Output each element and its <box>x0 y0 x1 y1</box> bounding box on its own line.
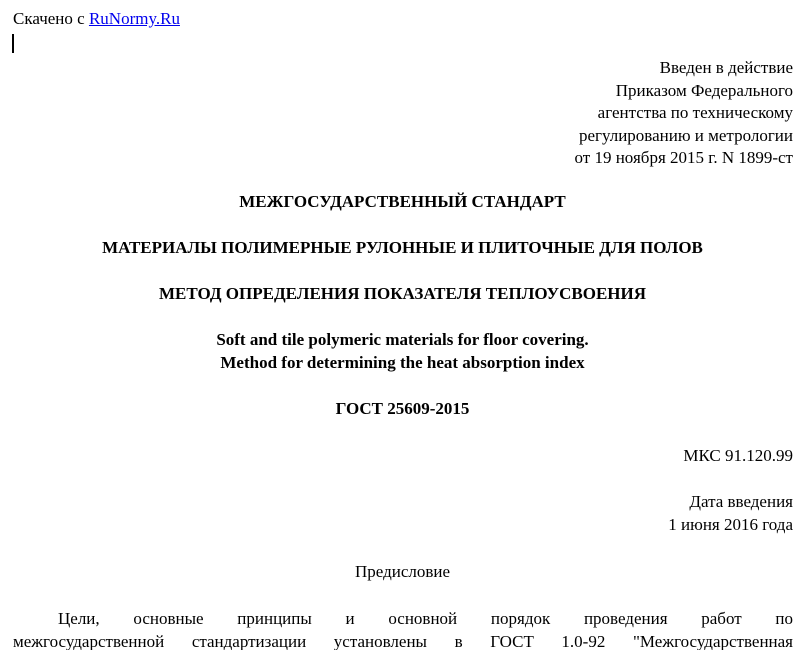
enactment-line: агентства по техническому <box>597 103 793 122</box>
mks-code: МКС 91.120.99 <box>683 446 793 465</box>
source-link[interactable]: RuNormy.Ru <box>88 9 180 28</box>
text-cursor <box>12 34 14 53</box>
paragraph-line: межгосударственной стандартизации установлены в ГОСТ 1.0-92 "Межгосударственная <box>13 631 793 650</box>
standard-type-heading: МЕЖГОСУДАРСТВЕННЫЙ СТАНДАРТ <box>239 192 566 211</box>
title-ru-line-1: МАТЕРИАЛЫ ПОЛИМЕРНЫЕ РУЛОННЫЕ И ПЛИТОЧНЫЕ ДЛЯ ПОЛОВ <box>102 238 703 257</box>
enactment-line: регулированию и метрологии <box>578 125 793 145</box>
enactment-line: от 19 ноября 2015 г. N 1899-ст <box>574 148 793 167</box>
section-title: Предисловие <box>354 562 451 581</box>
title-ru-line-2: МЕТОД ОПРЕДЕЛЕНИЯ ПОКАЗАТЕЛЯ ТЕПЛОУСВОЕНИЯ <box>158 284 647 303</box>
source-line <box>13 9 180 29</box>
title-en-line-2: Method for determining the heat absorption index <box>220 353 585 372</box>
preface-paragraph <box>13 608 793 650</box>
gost-number: ГОСТ 25609-2015 <box>335 399 470 418</box>
intro-date: 1 июня 2016 года <box>668 515 793 534</box>
enactment-line: Приказом Федерального <box>615 80 793 100</box>
enactment-line: Введен в действие <box>659 58 793 77</box>
source-prefix: Скачено с <box>13 9 85 28</box>
title-en-line-1: Soft and tile polymeric materials for floor covering. <box>216 330 589 349</box>
paragraph-line: Цели, основные принципы и основной порядок проведения работ по <box>58 609 793 628</box>
enactment-block <box>575 57 794 170</box>
intro-date-label: Дата введения <box>689 492 793 511</box>
